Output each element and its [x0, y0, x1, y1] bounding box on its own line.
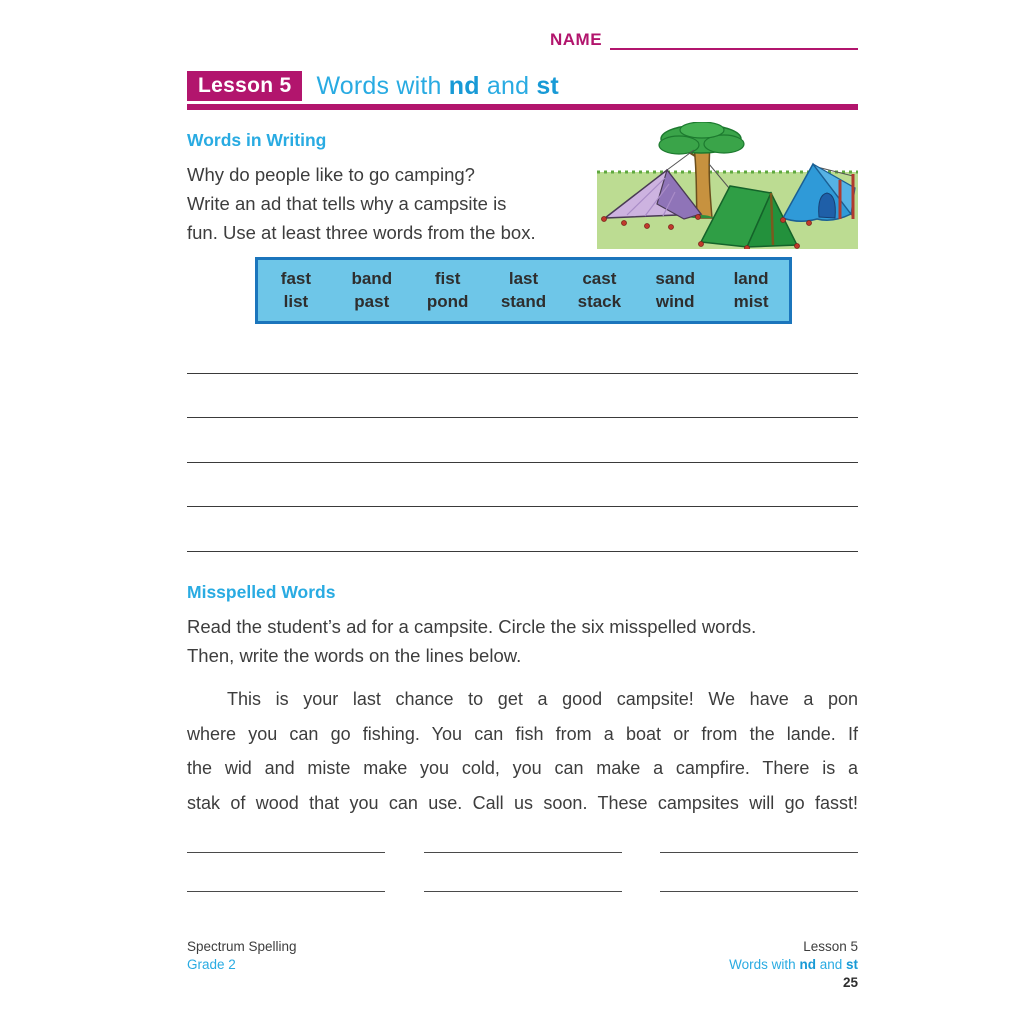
lesson-header: [187, 71, 559, 101]
word-box-word: land: [733, 269, 769, 288]
camping-illustration: [597, 122, 858, 249]
word-box-word: wind: [655, 292, 695, 311]
footer-title-bold-st: st: [845, 957, 858, 972]
word-box-word: stand: [500, 292, 547, 311]
footer-grade: Grade 2: [187, 957, 236, 972]
writing-line[interactable]: [187, 418, 858, 463]
footer-right: [729, 938, 858, 992]
student-ad-paragraph: [187, 682, 858, 820]
prompt-line: Write an ad that tells why a campsite is: [187, 193, 507, 214]
footer-title-bold-nd: nd: [799, 957, 816, 972]
name-row: [550, 30, 858, 50]
writing-line[interactable]: [187, 463, 858, 508]
page-number: 25: [842, 975, 858, 990]
title-mid: and: [479, 71, 537, 100]
words-in-writing-section: [187, 130, 607, 247]
writing-line[interactable]: [187, 374, 858, 419]
page-title: [316, 72, 559, 101]
page-footer: [187, 938, 858, 992]
word-box-word: mist: [733, 292, 769, 311]
instruction-line: Read the student’s ad for a campsite. Circle the six misspelled words.: [187, 616, 757, 637]
answer-blank[interactable]: [187, 845, 385, 853]
name-input-line[interactable]: [610, 31, 858, 50]
footer-lesson: Lesson 5: [803, 939, 858, 954]
ad-line: where you can go fishing. You can fish from a boat or from the lande. If: [187, 723, 858, 744]
answer-blank[interactable]: [187, 884, 385, 892]
misspelled-words-section: [187, 582, 858, 670]
word-box-word: last: [508, 269, 539, 288]
prompt-line: fun. Use at least three words from the box.: [187, 222, 536, 243]
prompt-line: Why do people like to go camping?: [187, 164, 475, 185]
answer-blank[interactable]: [424, 884, 622, 892]
footer-left: [187, 938, 297, 992]
writing-lines: [187, 329, 858, 552]
word-box-word: sand: [655, 269, 696, 288]
title-bold-nd: nd: [448, 71, 480, 100]
instruction-line: Then, write the words on the lines below.: [187, 645, 522, 666]
word-box-word: fist: [434, 269, 461, 288]
lesson-badge: Lesson 5: [187, 71, 302, 101]
title-rule: [187, 104, 858, 110]
ad-line: This is your last chance to get a good campsite! We have a pon: [227, 689, 858, 709]
word-box-word: fast: [280, 269, 312, 288]
writing-line[interactable]: [187, 507, 858, 552]
misspelled-words-heading: Misspelled Words: [187, 582, 336, 602]
title-bold-st: st: [536, 71, 559, 100]
word-box-word: past: [354, 292, 390, 311]
footer-series-title: Spectrum Spelling: [187, 939, 297, 954]
answer-blank[interactable]: [660, 884, 858, 892]
word-box-word: cast: [582, 269, 617, 288]
title-prefix: Words with: [316, 71, 449, 100]
word-box-word: pond: [426, 292, 469, 311]
word-box-word: band: [351, 269, 393, 288]
word-box-word: stack: [577, 292, 622, 311]
answer-blank[interactable]: [424, 845, 622, 853]
word-box: [255, 257, 792, 324]
ad-line: the wid and miste make you cold, you can make a campfire. There is a: [187, 758, 858, 778]
answer-blanks: [187, 845, 858, 892]
name-label: NAME: [550, 30, 603, 49]
footer-lesson-title: [729, 956, 858, 974]
writing-line[interactable]: [187, 329, 858, 374]
word-box-word: list: [283, 292, 309, 311]
ad-line: stak of wood that you can use. Call us soon. These campsites will go fasst!: [187, 792, 858, 813]
words-in-writing-heading: Words in Writing: [187, 130, 327, 150]
footer-title-prefix: Words with: [729, 957, 800, 972]
footer-title-mid: and: [815, 957, 846, 972]
answer-blank[interactable]: [660, 845, 858, 853]
